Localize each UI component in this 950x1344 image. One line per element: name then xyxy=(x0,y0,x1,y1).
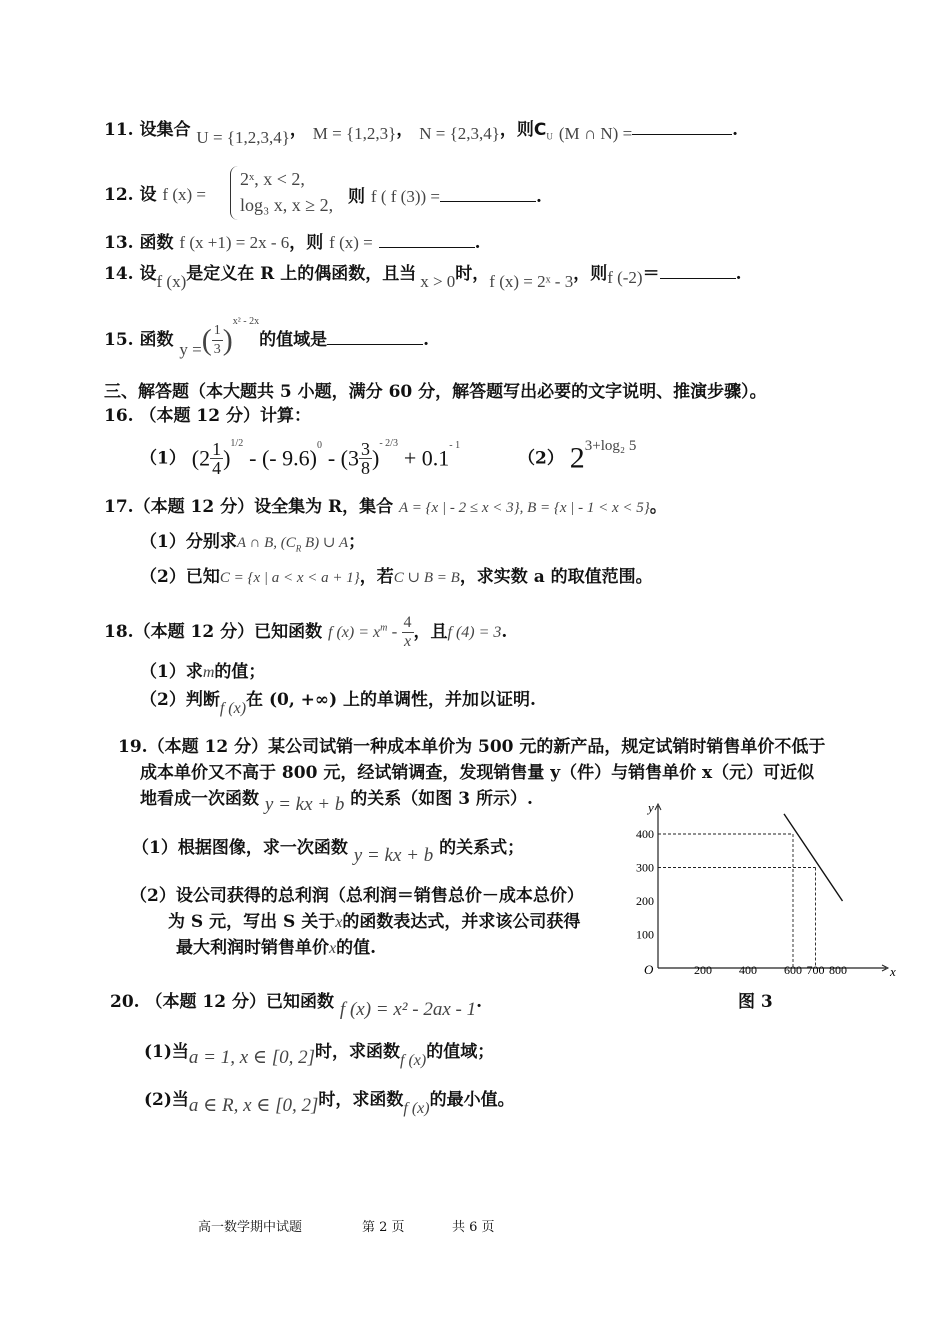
question-text: （本题 12 分）计算： xyxy=(139,406,311,426)
question-text: 地看成一次函数 xyxy=(140,789,259,809)
variable-x: x xyxy=(335,914,343,931)
expr-part: + 0.1 xyxy=(403,445,450,471)
question-text: ，且 xyxy=(413,622,448,642)
condition: f (4) = 3 xyxy=(447,624,502,641)
linear-function: y = kx + b xyxy=(264,794,345,815)
fraction: $\frac{3}{8}$ xyxy=(361,439,371,478)
punctuation: . xyxy=(501,622,508,642)
function-name: f (x) xyxy=(400,1052,427,1069)
question-14: 14. 设f (x)是定义在 R 上的偶函数，且当 x > 0时，f (x) = 2ˣ - 3，则f (-2)＝ . xyxy=(104,260,742,286)
ask-expression: f (x) = xyxy=(329,233,373,252)
set-m: M = {1,2,3} xyxy=(312,124,397,143)
question-text: 的值域； xyxy=(426,1042,495,1062)
question-19-part-1 xyxy=(132,836,525,866)
part-label: （1）求 xyxy=(140,662,203,682)
question-number: 20. xyxy=(110,992,140,1012)
function-def: f (x) = 2ˣ - 3 xyxy=(489,272,574,291)
question-18-part-1 xyxy=(140,660,265,685)
function-def: f (x +1) = 2x - 6 xyxy=(179,233,290,252)
y-tick-label: 200 xyxy=(636,894,654,908)
question-text: （本题 12 分）已知函数 xyxy=(133,622,323,642)
set-n: N = {2,3,4} xyxy=(419,124,500,143)
subscript: R xyxy=(295,543,302,554)
set-definitions: A = {x | - 2 ≤ x < 3}, B = {x | - 1 < x < 5} xyxy=(399,500,650,516)
footer-total: 共 6 页 xyxy=(452,1220,495,1235)
question-text: 时，求函数 xyxy=(318,1090,404,1110)
question-text: 的关系式； xyxy=(439,838,525,858)
x-axis-label: x xyxy=(890,964,896,979)
question-text: 的值域是 xyxy=(259,330,328,350)
variable-m: m xyxy=(202,664,215,681)
piecewise-cases xyxy=(240,166,333,218)
set-c: C = {x | a < x < a + 1} xyxy=(219,570,360,586)
question-text: 的函数表达式，并求该公司获得 xyxy=(342,912,581,932)
exponent: x² - 2x xyxy=(232,316,260,328)
x-tick-label: 600 xyxy=(784,963,802,977)
series-line xyxy=(784,814,843,901)
case-1: 2ˣ, x < 2, xyxy=(240,169,305,189)
y-axis-label: y xyxy=(648,800,654,815)
question-text: 函数 xyxy=(139,233,174,253)
question-text: （本题 12 分）某公司试销一种成本单价为 500 元的新产品，规定试销时销售单价不低于 xyxy=(147,737,826,757)
question-number: 12. xyxy=(104,185,134,205)
exponent: 3+log₂ 5 xyxy=(584,438,637,455)
function-lhs: y = xyxy=(179,340,202,359)
then-text: ，则 xyxy=(289,233,324,253)
question-text: ，若 xyxy=(359,567,394,587)
question-16-exprs xyxy=(140,440,636,484)
power-base: 2 xyxy=(569,441,585,475)
question-18-part-2 xyxy=(140,688,536,717)
condition: C ∪ B = B xyxy=(393,570,460,586)
question-number: 15. xyxy=(104,330,134,350)
expression: A ∩ B, (C xyxy=(236,535,296,551)
question-text: 时， xyxy=(455,264,490,284)
section-title: 三、解答题（本大题共 5 小题，满分 60 分，解答题写出必要的文字说明、推演步骤）。 xyxy=(104,382,767,402)
answer-blank[interactable] xyxy=(379,229,475,248)
set-u: U = {1,2,3,4} xyxy=(196,128,290,147)
part-label: (1)当 xyxy=(144,1042,189,1062)
question-17-part-1 xyxy=(140,530,365,560)
question-19-part-2-line-2 xyxy=(168,910,580,935)
expr-part: ) xyxy=(223,445,231,471)
question-20-part-1 xyxy=(144,1040,495,1069)
question-12 xyxy=(104,183,206,207)
question-text: 的值； xyxy=(214,662,266,682)
question-20-part-2 xyxy=(144,1088,515,1117)
question-text: 函数 xyxy=(139,330,174,350)
fraction: $\frac{4}{x}$ xyxy=(403,614,412,650)
y-tick-label: 400 xyxy=(636,827,654,841)
exponent: - 2/3 xyxy=(379,438,398,450)
function-name: f (x) xyxy=(219,700,247,717)
answer-blank[interactable] xyxy=(327,326,423,345)
expr-part: ) xyxy=(372,445,380,471)
question-text: 的最小值。 xyxy=(429,1090,515,1110)
y-tick-label: 100 xyxy=(636,927,654,942)
x-tick-label: 700 xyxy=(806,963,825,977)
function-name: f (x) xyxy=(403,1100,430,1117)
exponent: 1/2 xyxy=(230,438,244,450)
question-number: 11. xyxy=(104,120,134,140)
question-19-part-2-line-1: （2）设公司获得的总利润（总利润＝销售总价－成本总价） xyxy=(130,886,584,906)
x-tick-label: 400 xyxy=(739,963,757,977)
part-label: （2）判断 xyxy=(140,690,220,710)
expression: B) ∪ A xyxy=(301,535,349,551)
punctuation: 。 xyxy=(649,497,667,517)
condition: a ∈ R, x ∈ [0, 2] xyxy=(188,1095,319,1116)
punctuation: . xyxy=(476,992,482,1012)
footer-title: 高一数学期中试题 xyxy=(198,1220,303,1235)
part-label: （1）根据图像，求一次函数 xyxy=(132,838,348,858)
equals: ＝ xyxy=(642,264,660,284)
expr-part: - (3 xyxy=(327,445,360,471)
question-text: ，求实数 a 的取值范围。 xyxy=(459,567,653,587)
case-2: log₃ x, x ≥ 2, xyxy=(240,195,334,215)
question-number: 17. xyxy=(104,497,134,517)
part-label: （2）已知 xyxy=(140,567,220,587)
function-def: f (x) = xyxy=(162,185,206,204)
condition: x > 0 xyxy=(420,272,456,291)
answer-blank[interactable] xyxy=(660,260,736,279)
question-19-line-1 xyxy=(118,735,825,759)
part-label: （2） xyxy=(517,448,564,469)
question-text: 的关系（如图 3 所示）. xyxy=(350,789,533,809)
question-text: （本题 12 分）设全集为 R，集合 xyxy=(133,497,394,517)
question-17 xyxy=(104,495,667,520)
ask-expression: f ( f (3)) = xyxy=(370,187,440,206)
question-19-part-2-line-3 xyxy=(176,936,376,961)
question-18 xyxy=(104,614,507,651)
question-number: 13. xyxy=(104,233,134,253)
answer-expression: (M ∩ N) = xyxy=(558,124,633,143)
question-text: 最大利润时销售单价 xyxy=(176,938,329,958)
figure-caption: 图 3 xyxy=(738,992,773,1012)
punctuation: ； xyxy=(348,532,366,552)
question-number: 16. xyxy=(104,406,134,426)
question-text: 设 xyxy=(139,264,157,284)
y-tick-label: 300 xyxy=(636,860,654,875)
question-19-line-3 xyxy=(140,787,533,815)
question-text: 设集合 xyxy=(139,120,191,140)
then-text: ，则 xyxy=(499,120,534,140)
fraction: $\frac{1}{4}$ xyxy=(212,439,222,478)
x-tick-label: 200 xyxy=(694,963,712,977)
expr-part: - (- 9.6) xyxy=(249,445,317,471)
origin-label: O xyxy=(644,962,654,977)
variable-x: x xyxy=(329,940,337,957)
question-19-line-2: 成本单价又不高于 800 元，经试销调查，发现销售量 y（件）与销售单价 x（元）可近似 xyxy=(140,763,815,783)
then-text: 则 xyxy=(348,187,365,207)
question-15: 15. 函数 y =( $\frac{1}{3}$ )$^{x^2 - 2x}$的值域是 . xyxy=(104,316,430,359)
then-text: ，则 xyxy=(573,264,608,284)
fraction-one-third: $\frac{1}{3}$ xyxy=(213,323,221,357)
question-text: （本题 12 分）已知函数 xyxy=(145,992,334,1012)
question-16-head xyxy=(104,404,311,428)
question-number: 18. xyxy=(104,622,134,642)
question-text: 设 xyxy=(139,185,157,205)
ask-expression: f (-2) xyxy=(607,268,643,287)
function-def: f (x) = x xyxy=(328,624,381,641)
question-11: 11. 设集合 U = {1,2,3,4}， M = {1,2,3}， N = {2,3,4}，则$C_U$ (M ∩ N) = . xyxy=(104,116,738,148)
figure-3-chart xyxy=(628,798,898,988)
x-tick-label: 800 xyxy=(829,963,847,977)
complement-symbol: C xyxy=(533,120,547,140)
question-text: 为 S 元，写出 S 关于 xyxy=(168,912,336,932)
operator: - xyxy=(387,622,402,641)
exponent: m xyxy=(380,622,388,634)
function-def: f (x) = x² - 2ax - 1 xyxy=(339,999,477,1020)
condition: a = 1, x ∈ [0, 2] xyxy=(188,1047,316,1068)
footer-page: 第 2 页 xyxy=(362,1220,405,1235)
linear-function: y = kx + b xyxy=(353,845,434,866)
question-number: 19. xyxy=(118,737,148,757)
question-text: 是定义在 R 上的偶函数，且当 xyxy=(186,264,417,284)
question-20 xyxy=(110,990,482,1020)
question-text: 的值. xyxy=(336,938,377,958)
part-label: （1）分别求 xyxy=(140,532,237,552)
part-label: (2)当 xyxy=(144,1090,189,1110)
question-17-part-2 xyxy=(140,565,653,590)
exponent: - 1 xyxy=(449,440,461,452)
expr-part: (2 xyxy=(191,445,211,471)
question-13: 13. 函数 f (x +1) = 2x - 6，则 f (x) = . xyxy=(104,229,481,255)
question-text: 时，求函数 xyxy=(315,1042,401,1062)
question-12-ask: 则 f ( f (3)) = . xyxy=(348,183,542,209)
answer-blank[interactable] xyxy=(632,116,732,135)
exponent: 0 xyxy=(316,440,322,452)
function-name: f (x) xyxy=(156,272,187,291)
part-label: （1） xyxy=(140,448,186,469)
question-text: 在 (0, +∞) 上的单调性，并加以证明. xyxy=(246,690,536,710)
question-number: 14. xyxy=(104,264,134,284)
answer-blank[interactable] xyxy=(440,183,536,202)
